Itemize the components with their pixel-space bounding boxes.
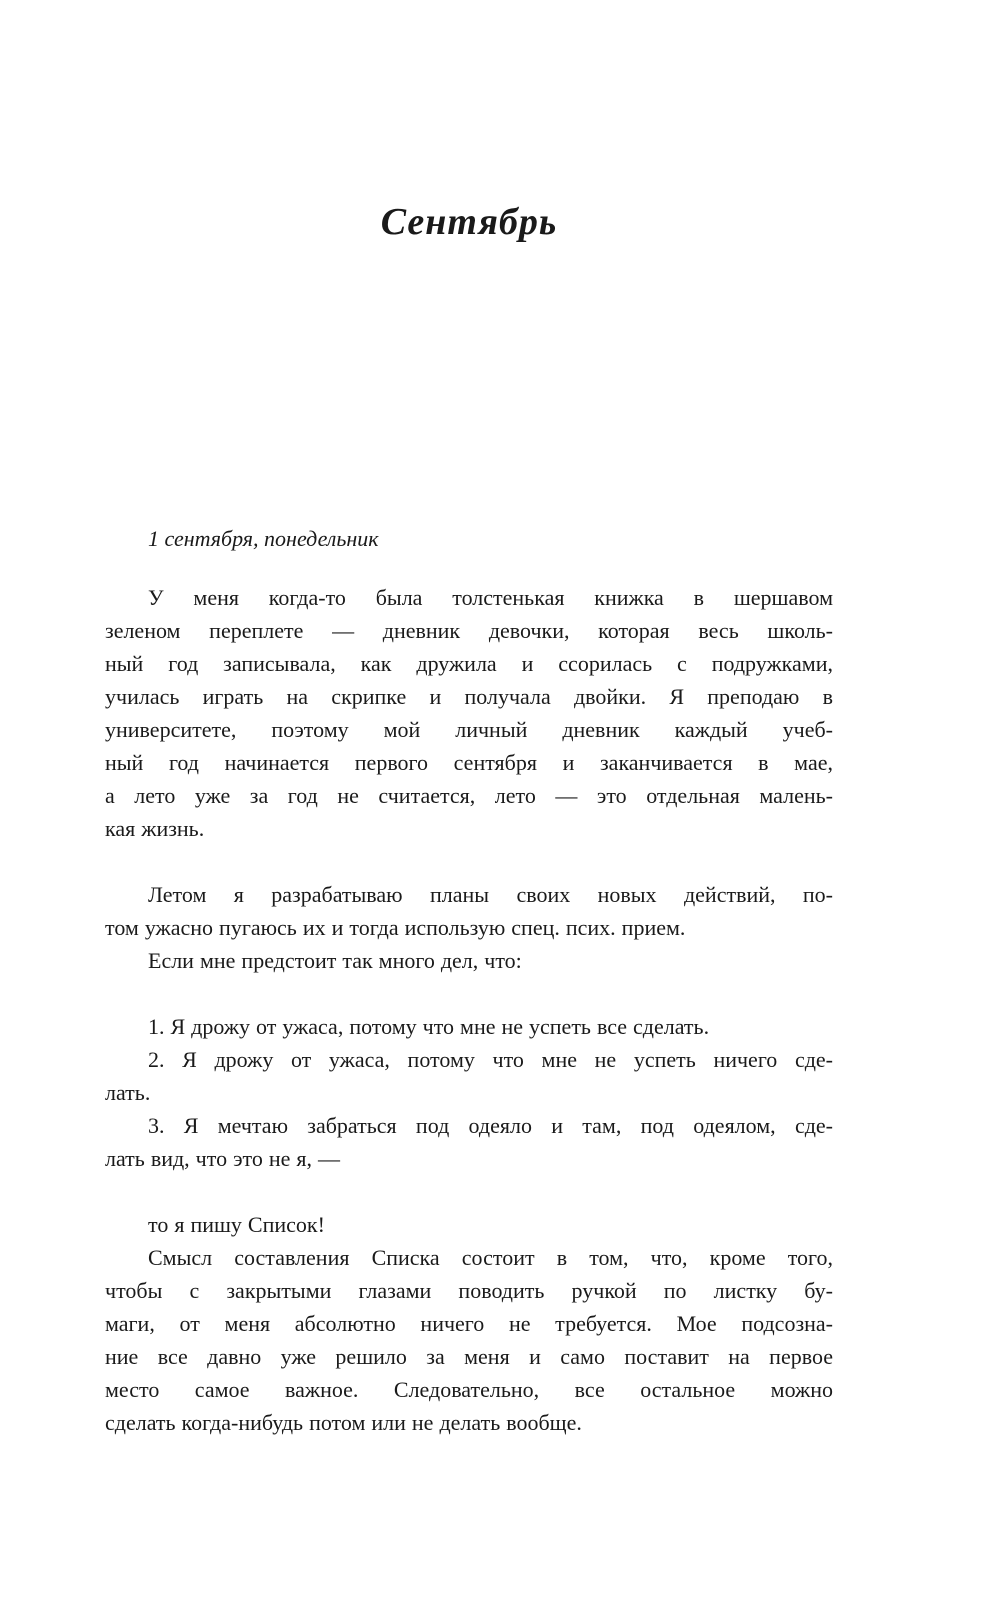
text-line: то я пишу Список!	[148, 1212, 325, 1237]
text-line: том ужасно пугаюсь их и тогда использую спец. псих. прием.	[105, 915, 686, 940]
text-line: место самое важное. Следовательно, все остальное можно	[105, 1377, 833, 1402]
text-line: ный год записывала, как дружила и ссорилась с подружками,	[105, 651, 833, 676]
text-line: кая жизнь.	[105, 816, 205, 841]
text-line: 2. Я дрожу от ужаса, потому что мне не успеть ничего сде-	[148, 1047, 833, 1072]
text-line: 3. Я мечтаю забраться под одеяло и там, под одеялом, сде-	[148, 1113, 833, 1138]
paragraph	[105, 1043, 833, 1109]
paragraph	[105, 1241, 833, 1439]
text-line: ный год начинается первого сентября и заканчивается в мае,	[105, 750, 833, 775]
text-line: Смысл составления Списка состоит в том, что, кроме того,	[148, 1245, 833, 1270]
text-line: Летом я разрабатываю планы своих новых действий, по-	[148, 882, 833, 907]
book-page	[105, 0, 833, 1439]
text-line: У меня когда-то была толстенькая книжка в шершавом	[148, 585, 833, 610]
text-line: зеленом переплете — дневник девочки, которая весь школь-	[105, 618, 833, 643]
paragraph	[105, 1010, 833, 1043]
chapter-title: Сентябрь	[380, 201, 558, 243]
paragraph	[105, 944, 833, 977]
paragraph	[105, 878, 833, 944]
body-text	[105, 581, 833, 1439]
text-line: маги, от меня абсолютно ничего не требуется. Мое подсозна-	[105, 1311, 833, 1336]
date-line: 1 сентября, понедельник	[148, 526, 379, 551]
text-line: ние все давно уже решило за меня и само поставит на первое	[105, 1344, 833, 1369]
text-line: Если мне предстоит так много дел, что:	[148, 948, 522, 973]
text-line: а лето уже за год не считается, лето — это отдельная малень-	[105, 783, 833, 808]
text-line: училась играть на скрипке и получала двойки. Я преподаю в	[105, 684, 833, 709]
text-line: 1. Я дрожу от ужаса, потому что мне не успеть все сделать.	[148, 1014, 710, 1039]
text-line: университете, поэтому мой личный дневник каждый учеб-	[105, 717, 833, 742]
text-line: лать вид, что это не я, —	[105, 1146, 340, 1171]
text-line: чтобы с закрытыми глазами поводить ручкой по листку бу-	[105, 1278, 833, 1303]
text-line: лать.	[105, 1080, 151, 1105]
paragraph	[105, 1109, 833, 1175]
paragraph	[105, 581, 833, 845]
paragraph	[105, 1208, 833, 1241]
text-line: сделать когда-нибудь потом или не делать вообще.	[105, 1410, 582, 1435]
